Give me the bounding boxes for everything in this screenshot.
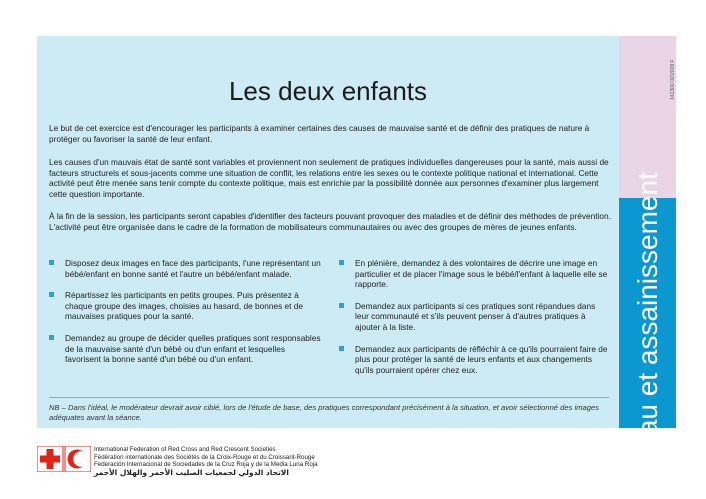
document-code <box>670 40 678 100</box>
list-item <box>49 290 321 322</box>
org-name-en: International Federation of Red Cross and Red Crescent Societies <box>94 446 276 453</box>
intro-paragraph: Le but de cet exercice est d'encourager les participants à examiner certaines des causes de mauvaise santé et de définir des pratiques de nature à protéger ou favoriser la santé de leur enfant. <box>49 123 590 144</box>
right-bullet-column <box>339 258 611 386</box>
org-name-ar: الاتحاد الدولي لجمعيات الصليب الأحمر والهلال الأحمر <box>94 468 289 478</box>
square-bullet-icon <box>339 260 344 265</box>
side-label-text: Eau et assainissement <box>631 172 663 454</box>
organization-names <box>94 446 318 477</box>
objective-paragraph: À la fin de la session, les participants seront capables d'identifier des facteurs pouvant provoquer des maladies et de définir des méthodes de prévention. L'activité peut être organisée dans le cadre de la formation de mobilisateurs communautaires ou avec des groupes de mères de jeunes enfants. <box>49 211 611 232</box>
left-bullet-column <box>49 258 321 376</box>
org-name-es: Federación Internacional de Sociedades de la Cruz Roja y de la Media Luna Roja <box>94 461 318 469</box>
content-panel <box>37 36 619 428</box>
page-title: Les deux enfants <box>228 76 428 106</box>
list-item <box>49 333 321 365</box>
bullet-text: Répartissez les participants en petits groupes. Puis présentez à chaque groupe des images, choisies au hasard, de bonnes et de mauvaises pratiques pour la santé. <box>65 290 304 322</box>
context-paragraph: Les causes d'un mauvais état de santé sont variables et proviennent non seulement de pratiques individuelles dangereuses pour la santé, mais aussi de facteurs structurels et sous-jacents comme une situation de conflit, les relations entre les sexes ou le contexte politique national et international. Cette activité peut être menée sans tenir compte du contexte politique, mais est enrichie par la possibilité donnée aux personnes d'examiner plus largement cette question importante. <box>49 157 609 199</box>
side-label <box>619 172 676 454</box>
document-code-text: 141300 02/2009 F <box>670 59 676 100</box>
list-item <box>49 258 321 279</box>
square-bullet-icon <box>49 292 54 297</box>
divider <box>49 397 609 398</box>
list-item <box>339 301 611 333</box>
bullet-text: Demandez aux participants de réfléchir à ce qu'ils pourraient faire de plus pour protéger la santé de leurs enfants et aux changements qu'ils pourraient opérer chez eux. <box>355 343 608 375</box>
square-bullet-icon <box>49 260 54 265</box>
bullet-text: Disposez deux images en face des participants, l'une représentant un bébé/enfant en bonne santé et l'autre un bébé/enfant malade. <box>65 258 321 279</box>
org-name-fr: Fédération internationale des Sociétés de la Croix-Rouge et du Croissant-Rouge <box>94 453 315 461</box>
list-item <box>339 258 611 290</box>
square-bullet-icon <box>339 346 344 351</box>
list-item <box>339 344 611 376</box>
bullet-text: En plénière, demandez à des volontaires de décrire une image en particulier et de placer l'image sous le bébé/l'enfant à laquelle elle se rapporte. <box>355 258 608 290</box>
red-cross-red-crescent-logo-icon <box>37 446 91 472</box>
bullet-text: Demandez aux participants si ces pratiques sont répandues dans leur communauté et s'ils peuvent penser à d'autres pratiques à ajouter à la liste. <box>355 300 596 332</box>
square-bullet-icon <box>339 303 344 308</box>
bullet-text: Demandez au groupe de décider quelles pratiques sont responsables de la mauvaise santé d'un bébé ou d'un enfant et lesquelles favorisent la bonne santé d'un bébé ou d'un enfant. <box>65 332 321 365</box>
square-bullet-icon <box>49 335 54 340</box>
nb-note: NB – Dans l'idéal, le modérateur devrait avoir ciblé, lors de l'étude de base, des pratiques correspondant précisément à la situation, et avoir sélectionné des images adéquates avant la séance. <box>49 403 599 422</box>
